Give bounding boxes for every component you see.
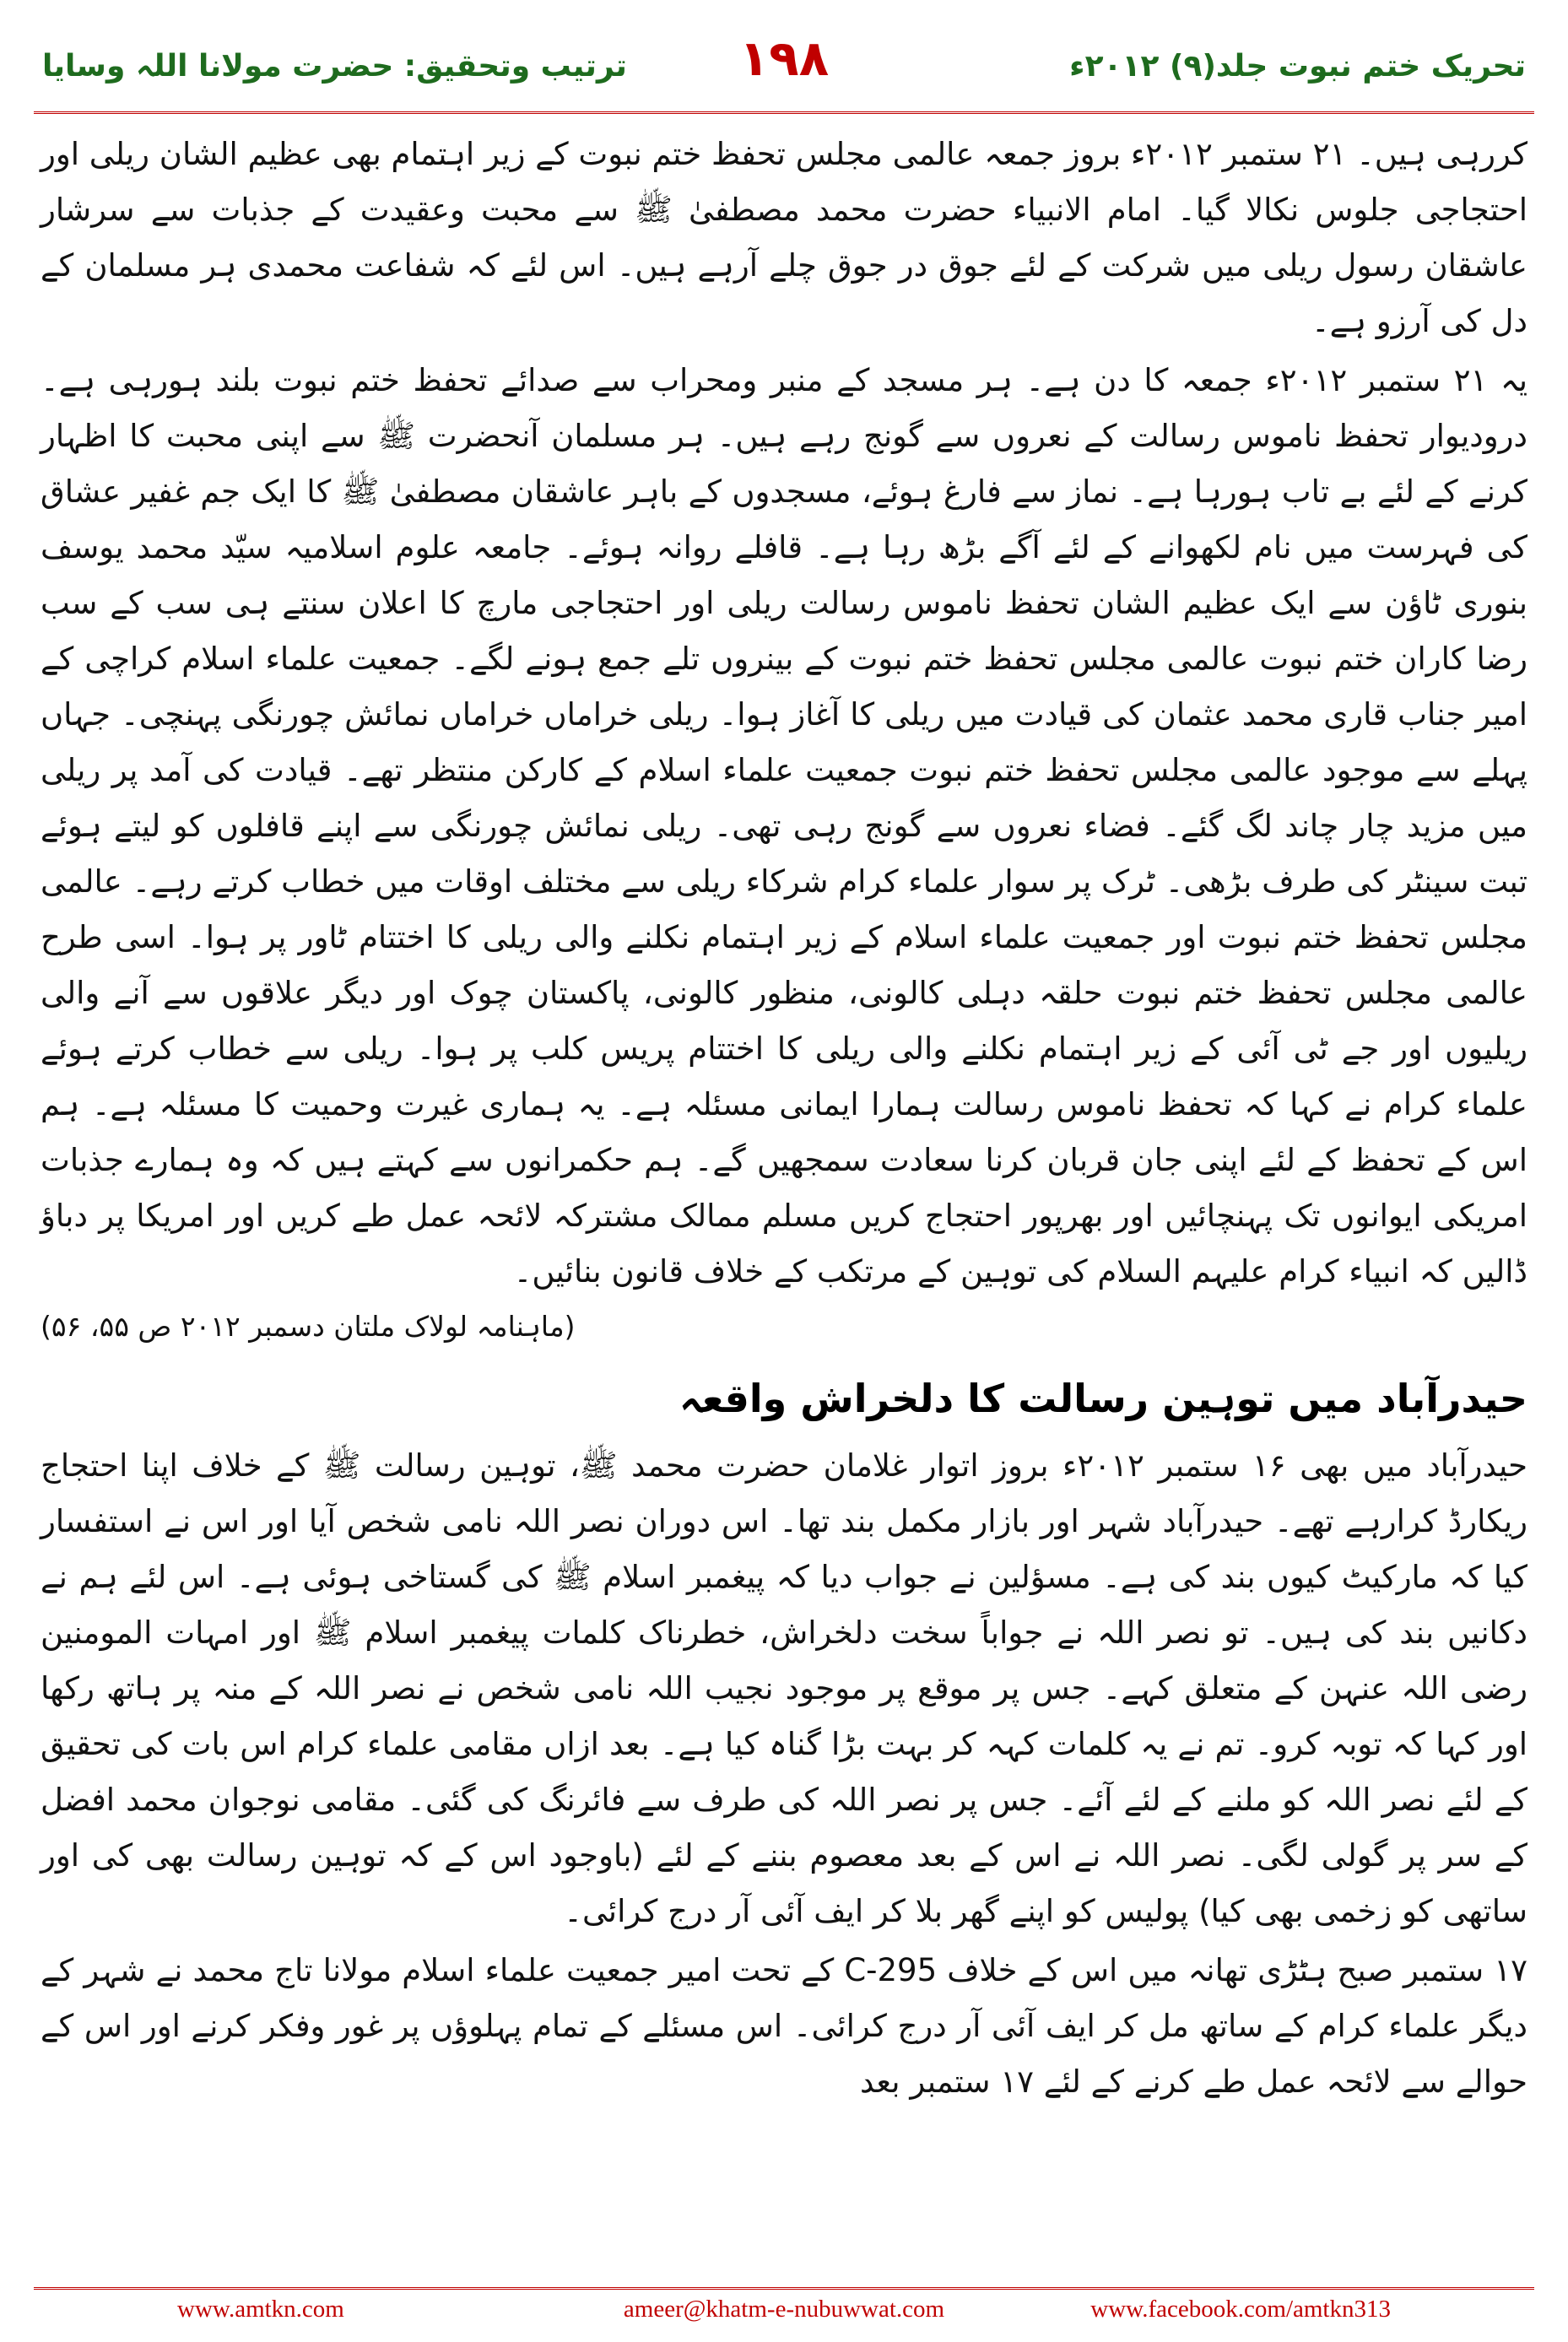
section-paragraph-1: حیدرآباد میں بھی ۱۶ ستمبر ۲۰۱۲ء بروز اتوار غلامان حضرت محمد ﷺ، توہین رسالت ﷺ کے خلاف اپنا احتجاج ریکارڈ کرارہے تھے۔ حیدرآباد شہر اور بازار مکمل بند تھا۔ اس دوران نصر اللہ نامی شخص آیا اور اس نے استفسار کیا کہ مارکیٹ کیوں بند کی ہے۔ مسؤلین نے جواب دیا کہ پیغمبر اسلام ﷺ کی گستاخی ہوئی ہے۔ اس لئے ہم نے دکانیں بند کی ہیں۔ تو نصر اللہ نے جواباً سخت دلخراش، خطرناک کلمات پیغمبر اسلام ﷺ اور امہات المومنین رضی اللہ عنہن کے متعلق کہے۔ جس پر موقع پر موجود نجیب اللہ نامی شخص نے نصر اللہ کے منہ پر ہاتھ رکھا اور کہا کہ توبہ کرو۔ تم نے یہ کلمات کہہ کر بہت بڑا گناہ کیا ہے۔ بعد ازاں مقامی علماء کرام اس بات کی تحقیق کے لئے نصر اللہ کو ملنے کے لئے آئے۔ جس پر نصر اللہ کی طرف سے فائرنگ کی گئی۔ مقامی نوجوان محمد افضل کے سر پر گولی لگی۔ نصر اللہ نے اس کے بعد معصوم بننے کے لئے (باوجود اس کے کہ توہین رسالت بھی کی اور ساتھی کو زخمی بھی کیا) پولیس کو اپنے گھر بلا کر ایف آئی آر درج کرائی۔ — [41, 1447, 1527, 1929]
section-heading: حیدرآباد میں توہین رسالت کا دلخراش واقعہ — [679, 1376, 1527, 1421]
book-title: تحریک ختم نبوت جلد(۹) ۲۰۱۲ء — [1069, 49, 1526, 84]
section-paragraph-2: ۱۷ ستمبر صبح ہٹڑی تھانہ میں اس کے خلاف 295-C کے تحت امیر جمعیت علماء اسلام مولانا تاج محمد نے شہر کے دیگر علماء کرام کے ساتھ مل کر ایف آئی آر درج کرائی۔ اس مسئلے کے تمام پہلوؤں پر غور وفکر کرنے اور اس کے حوالے سے لائحہ عمل طے کرنے کے لئے ۱۷ ستمبر بعد — [41, 1952, 1527, 2100]
email-link[interactable]: ameer@khatm-e-nubuwwat.com — [623, 2296, 945, 2323]
paragraph-1: کررہی ہیں۔ ۲۱ ستمبر ۲۰۱۲ء بروز جمعہ عالمی مجلس تحفظ ختم نبوت کے زیر اہتمام بھی عظیم الشان ریلی اور احتجاجی جلوس نکالا گیا۔ امام الانبیاء حضرت محمد مصطفیٰ ﷺ سے محبت وعقیدت کے جذبات سے سرشار عاشقان رسول ریلی میں شرکت کے لئے جوق در جوق چلے آرہے ہیں۔ اس لئے کہ شفاعت محمدی ہر مسلمان کے دل کی آرزو ہے۔ — [41, 136, 1527, 339]
footer-divider — [34, 2287, 1534, 2290]
compiler-credit: ترتیب وتحقیق: حضرت مولانا اللہ وسایا — [42, 49, 627, 84]
paragraph-2: یہ ۲۱ ستمبر ۲۰۱۲ء جمعہ کا دن ہے۔ ہر مسجد کے منبر ومحراب سے صدائے تحفظ ختم نبوت بلند ہورہی ہے۔ درودیوار تحفظ ناموس رسالت کے نعروں سے گونج رہے ہیں۔ ہر مسلمان آنحضرت ﷺ سے اپنی محبت کا اظہار کرنے کے لئے بے تاب ہورہا ہے۔ نماز سے فارغ ہوئے، مسجدوں کے باہر عاشقان مصطفیٰ ﷺ کا ایک جم غفیر عشاق کی فہرست میں نام لکھوانے کے لئے آگے بڑھ رہا ہے۔ قافلے روانہ ہوئے۔ جامعہ علوم اسلامیہ سیّد محمد یوسف بنوری ٹاؤن سے ایک عظیم الشان تحفظ ناموس رسالت ریلی اور احتجاجی مارچ کا اعلان سنتے ہی سب کے سب رضا کاران ختم نبوت عالمی مجلس تحفظ ختم نبوت کے بینروں تلے جمع ہونے لگے۔ جمعیت علماء اسلام کراچی کے امیر جناب قاری محمد عثمان کی قیادت میں ریلی کا آغاز ہوا۔ ریلی خراماں خراماں نمائش چورنگی پہنچی۔ جہاں پہلے سے موجود عالمی مجلس تحفظ ختم نبوت جمعیت علماء اسلام کے کارکن منتظر تھے۔ قیادت کی آمد پر ریلی میں مزید چار چاند لگ گئے۔ فضاء نعروں سے گونج رہی تھی۔ ریلی نمائش چورنگی سے اپنے قافلوں کو لیتے ہوئے تبت سینٹر کی طرف بڑھی۔ ٹرک پر سوار علماء کرام شرکاء ریلی سے مختلف اوقات میں خطاب کرتے رہے۔ عالمی مجلس تحفظ ختم نبوت اور جمعیت علماء اسلام کے زیر اہتمام نکلنے والی ریلی کا اختتام ٹاور پر ہوا۔ اسی طرح عالمی مجلس تحفظ ختم نبوت حلقہ دہلی کالونی، منظور کالونی، پاکستان چوک اور دیگر علاقوں سے آنے والی ریلیوں اور جے ٹی آئی کے زیر اہتمام نکلنے والی ریلی کا اختتام پریس کلب پر ہوا۔ ریلی سے خطاب کرتے ہوئے علماء کرام نے کہا کہ تحفظ ناموس رسالت ہمارا ایمانی مسئلہ ہے۔ یہ ہماری غیرت وحمیت کا مسئلہ ہے۔ ہم اس کے تحفظ کے لئے اپنی جان قربان کرنا سعادت سمجھیں گے۔ ہم حکمرانوں سے کہتے ہیں کہ وہ ہمارے جذبات امریکی ایوانوں تک پہنچائیں اور بھرپور احتجاج کریں مسلم ممالک مشترکہ لائحہ عمل طے کریں اور امریکا پر دباؤ ڈالیں کہ انبیاء کرام علیہم السلام کی توہین کے مرتکب کے خلاف قانون بنائیں۔ — [41, 362, 1527, 1290]
header-divider — [34, 111, 1534, 114]
page-header — [42, 25, 1526, 105]
page-footer — [51, 2292, 1517, 2333]
page-number: ۱۹۸ — [738, 30, 830, 87]
facebook-link[interactable]: www.facebook.com/amtkn313 — [1090, 2296, 1391, 2323]
website-link[interactable]: www.amtkn.com — [177, 2296, 344, 2323]
article-body — [41, 127, 1527, 2113]
source-citation: (ماہنامہ لولاک ملتان دسمبر ۲۰۱۲ ص ۵۵، ۵۶) — [41, 1310, 576, 1343]
